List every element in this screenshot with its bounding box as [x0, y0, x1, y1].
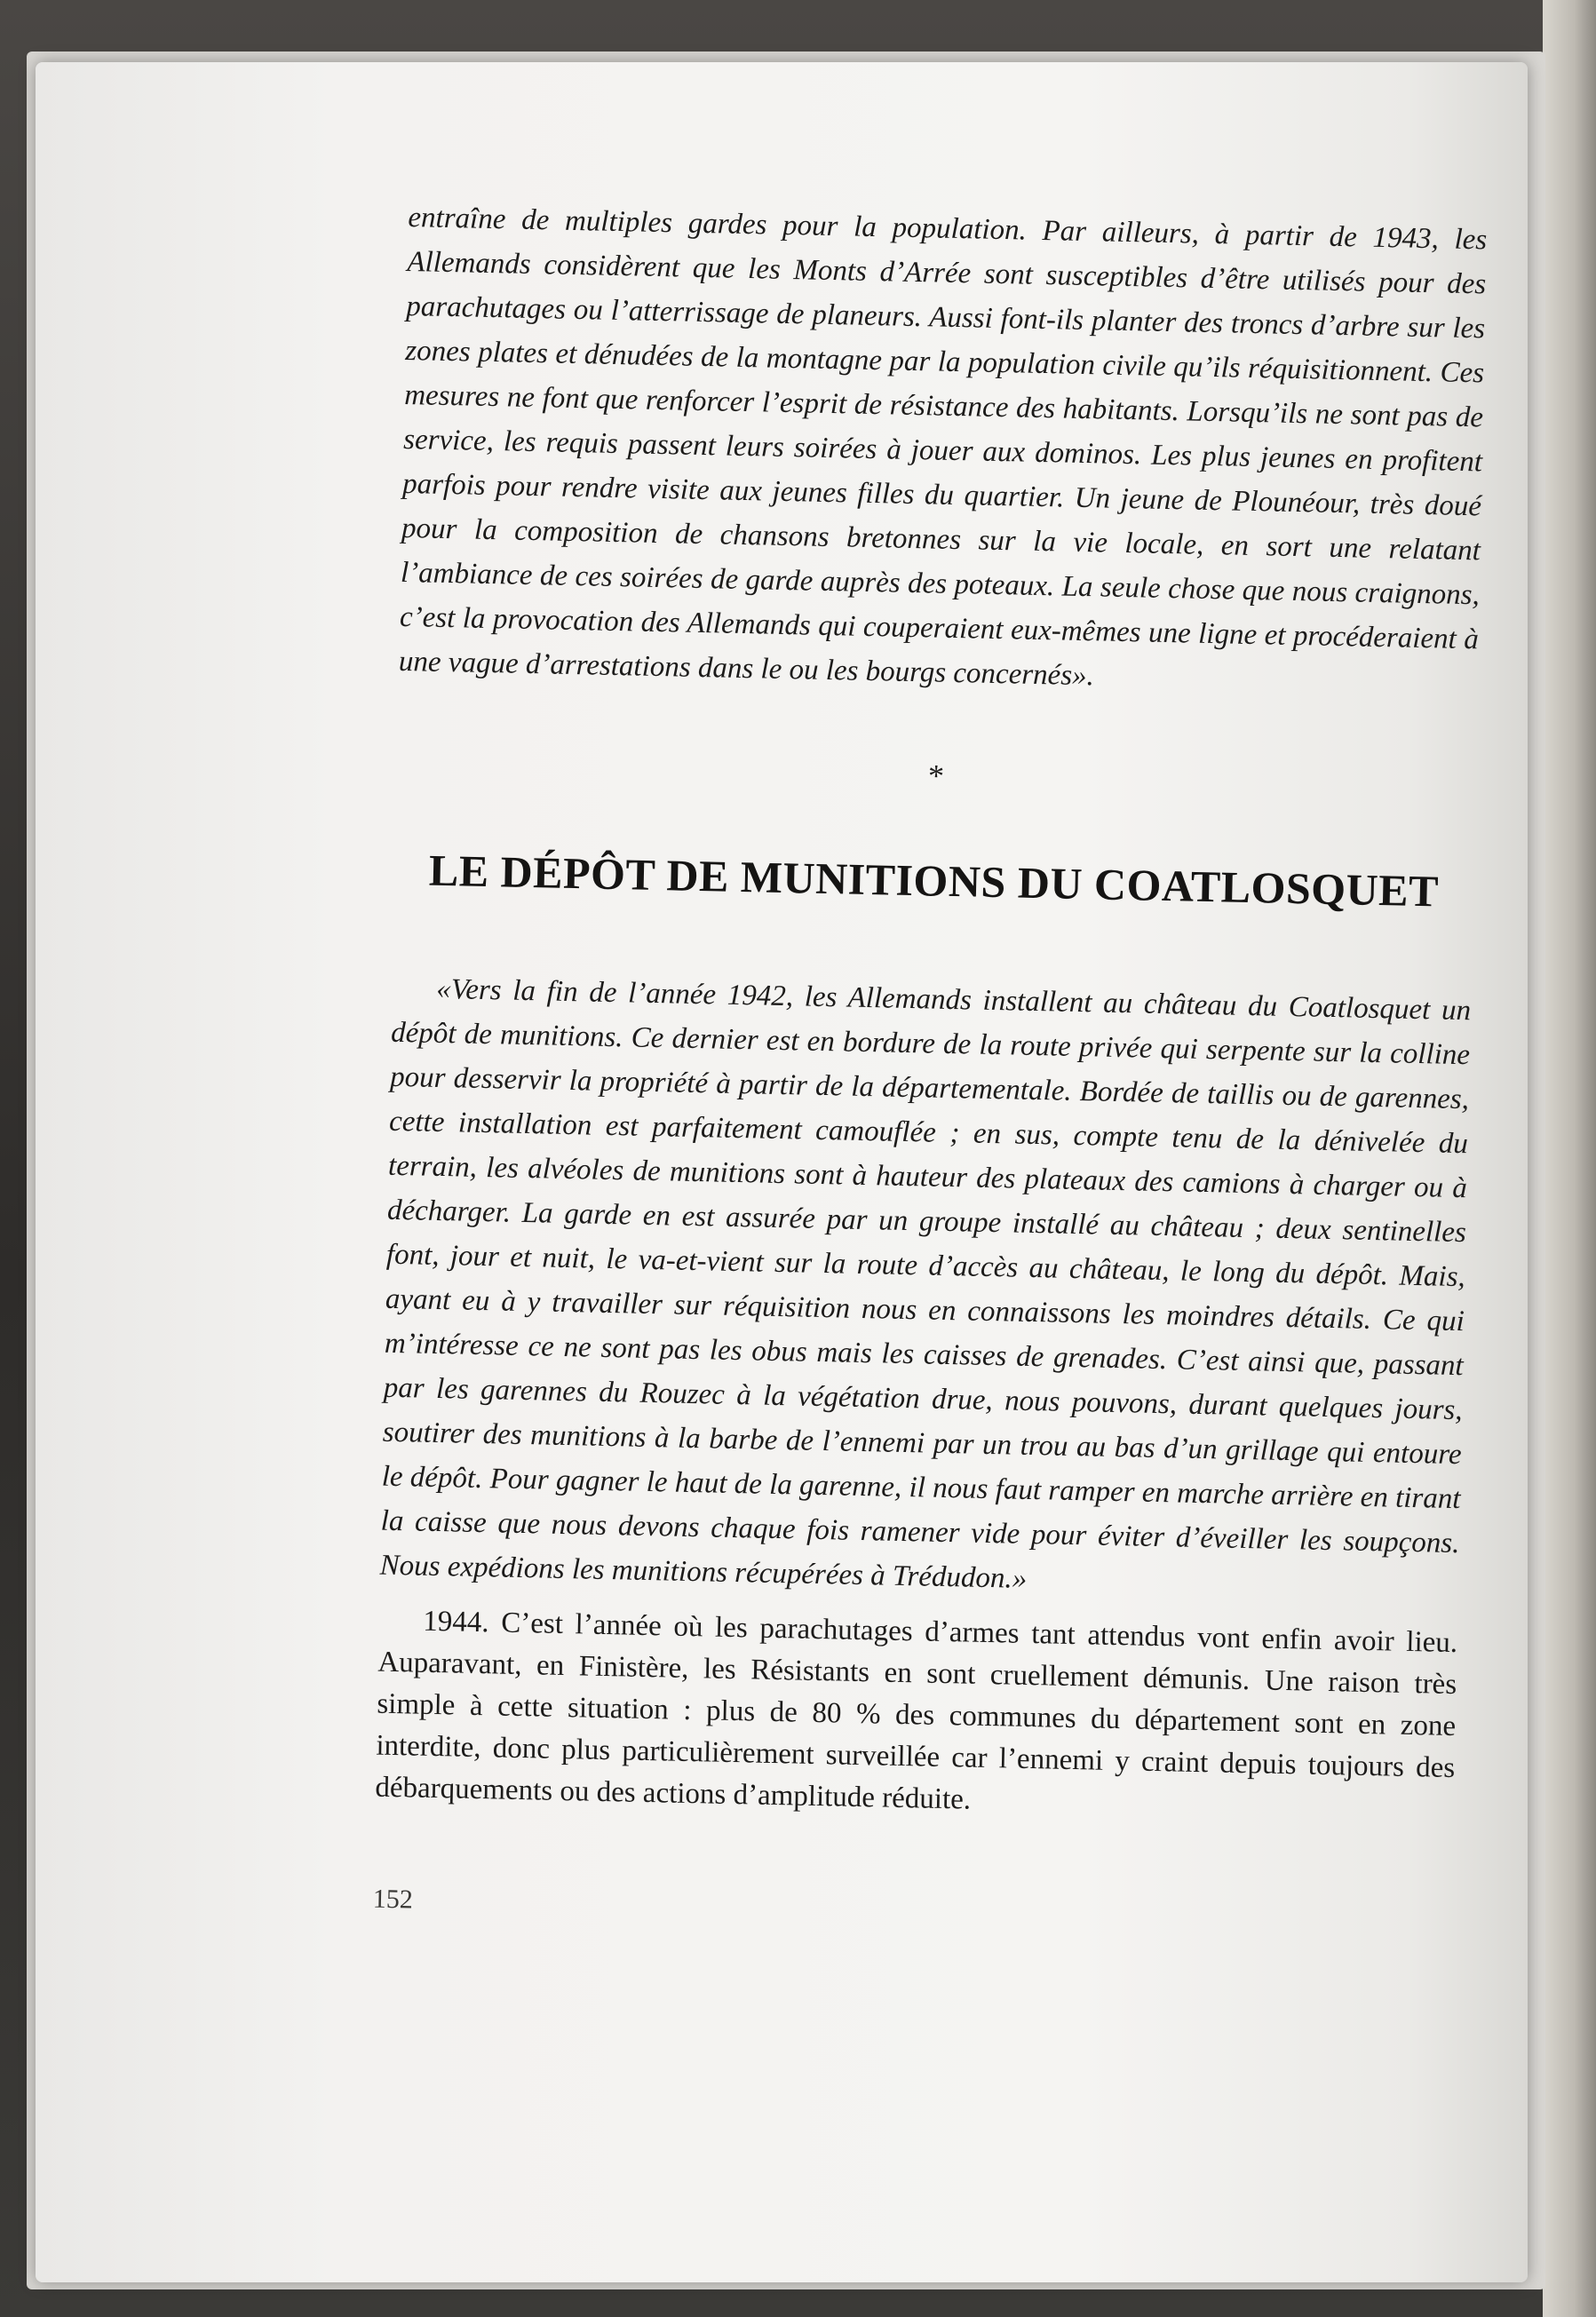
paragraph-continued: entraîne de multiples gardes pour la population. Par ailleurs, à partir de 1943, les Allemands considèrent que les Monts d’Arrée sont susceptibles d’être utilisés pour des parachutages ou l’atterrissage de planeurs. Aussi font-ils planter des troncs d’arbre sur les zones plates et dénudées de la montagne par la population civile qu’ils réquisitionnent. Ces mesures ne font que renforcer l’esprit de résistance des habitants. Lorsqu’ils ne sont pas de service, les requis passent leurs soirées à jouer aux dominos. Les plus jeunes en profitent parfois pour rendre visite aux jeunes filles du quartier. Un jeune de Plounéour, très doué pour la composition de chansons bretonnes sur la vie locale, en sort une relatant l’ambiance de ces soirées de garde auprès des poteaux. La seule chose que nous craignons, c’est la provocation des Allemands qui couperaient eux-mêmes une ligne et procéderaient à une vague d’arrestations dans le ou les bourgs concernés». — [398, 201, 1488, 693]
body-paragraph: 1944. C’est l’année où les parachutages d’armes tant attendus vont enfin avoir lieu. Auparavant, en Finistère, les Résistants en sont cruellement démunis. Une raison très simple à cette situation : plus de 80 % des communes du département sont en zone interdite, donc plus particulièrement surveillée car l’ennemi y craint depuis toujours des débarquements ou des actions d’amplitude réduite. — [375, 1605, 1458, 1816]
quote-paragraph: «Vers la fin de l’année 1942, les Allemands installent au château du Coatlosquet un dépôt de munitions. Ce dernier est en bordure de la route privée qui serpente sur la colline pour desservir la propriété à partir de la départementale. Bordée de taillis ou de garennes, cette installation est parfaitement camouflée ; en sus, compte tenu de la dénivelée du terrain, les alvéoles de munitions sont à hauteur des plateaux des camions à charger ou à décharger. La garde en est assurée par un groupe installé au château ; deux sentinelles font, jour et nuit, le va-et-vient sur la route d’accès au château, le long du dépôt. Mais, ayant eu à y travailler sur réquisition nous en connaissons les moindres détails. Ce qui m’intéresse ce ne sont pas les obus mais les caisses de grenades. C’est ainsi que, passant par les garennes du Rouzec à la végétation drue, nous pouvons, durant quelques jours, soutirer des munitions à la barbe de l’ennemi par un trou au bas d’un grillage qui entoure le dépôt. Pour gagner le haut de la garenne, il nous faut ramper en marche arrière en tirant la caisse que nous devons chaque fois ramener vide pour éviter d’éveiller les soupçons. Nous expédions les munitions récupérées à Trédudon.» — [379, 972, 1472, 1595]
page-content — [372, 195, 1487, 1937]
page-edges — [1543, 0, 1596, 2317]
page-number: 152 — [372, 1884, 414, 1915]
book-page — [36, 62, 1528, 2282]
section-divider: * — [927, 758, 945, 794]
section-heading: LE DÉPÔT DE MUNITIONS DU COATLOSQUET — [428, 845, 1440, 916]
